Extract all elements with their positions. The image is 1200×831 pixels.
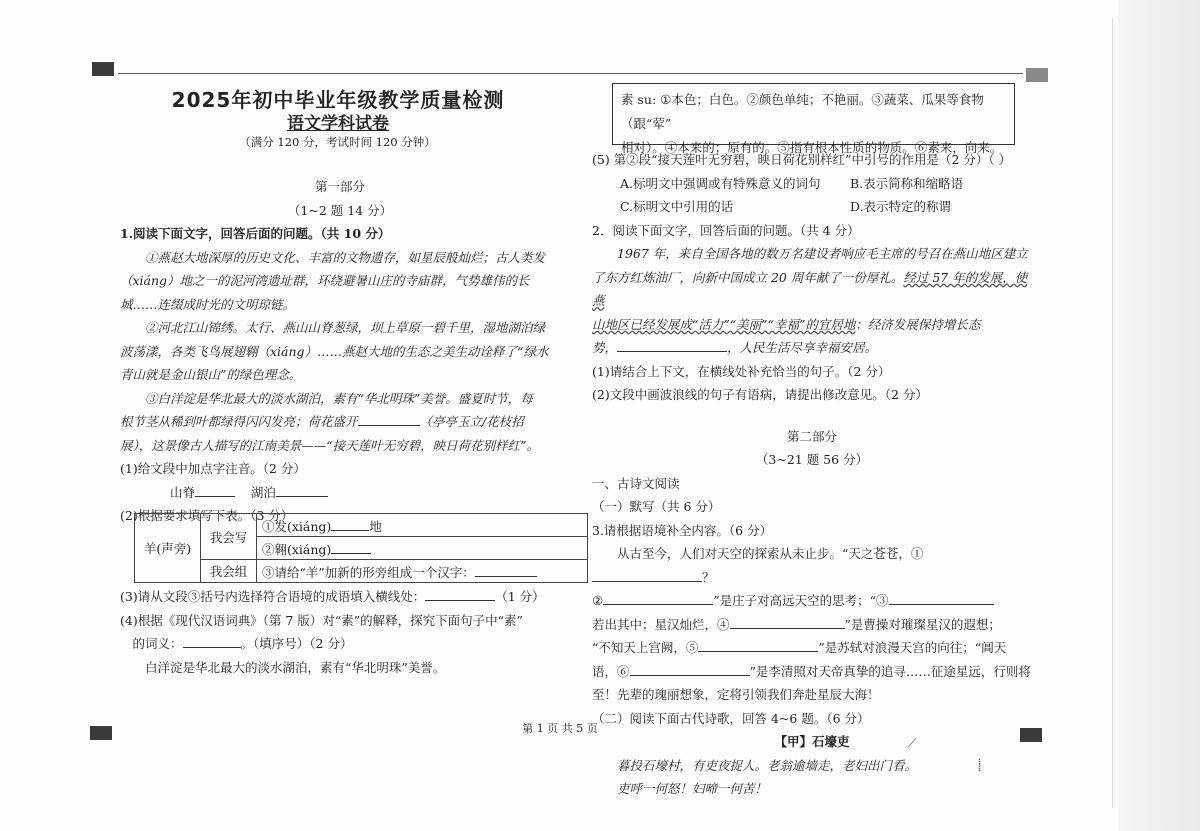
passage-line: 山地区已经发展成“活力”“美丽”“幸福”的宜居地：经济发展保持增长态 (592, 316, 981, 332)
left-column (120, 175, 560, 528)
answer-blank[interactable] (358, 411, 420, 426)
answer-blank[interactable] (425, 586, 495, 601)
passage-line: 了东方红炼油厂，向新中国成立 20 周年献了一份厚礼。经过 57 年的发展，使燕 (592, 269, 1028, 308)
dictionary-box (612, 83, 1015, 155)
right-column (592, 148, 1032, 801)
q2-sub2: (2)文段中画波浪线的句子有语病，请提出修改意见。（2 分） (592, 387, 928, 402)
sub-question-1: (1)给文段中加点字注音。（2 分） (120, 461, 306, 476)
option-b[interactable]: B.表示简称和缩略语 (850, 175, 964, 191)
answer-blank[interactable] (276, 482, 328, 497)
pinyin-row: 山脊 湖泊 (120, 481, 560, 505)
sub-question-3: (3)请从文段③括号内选择符合语境的成语填入横线处： （1 分） (120, 585, 560, 609)
answer-blank[interactable] (592, 567, 702, 582)
q3-line: 至！先辈的瑰丽想象，定将引领我们奔赴星辰大海！ (592, 687, 880, 702)
registration-mark-tr (1026, 68, 1048, 82)
passage-line: 势， ，人民生活尽享幸福安居。 (592, 336, 1032, 360)
section-heading: （二）阅读下面古代诗歌，回答 4~6 题。（6 分） (592, 710, 870, 726)
example-sentence: 白洋淀是华北最大的淡水湖泊，素有“华北明珠”美誉。 (145, 659, 446, 675)
part1-heading: 第一部分 (314, 179, 365, 194)
option-d[interactable]: D.表示特定的称谓 (850, 199, 952, 214)
sub-question-4: (4)根据《现代汉语词典》（第 7 版）对“素”的解释，探究下面句子中“素” (120, 612, 523, 628)
character-table (134, 513, 588, 583)
sub-question-4-cont: 的词义： 。（填序号）（2 分） (120, 632, 560, 656)
registration-mark-tl (92, 62, 114, 76)
passage-line: 青山就是金山银山”的绿色理念。 (120, 367, 302, 382)
answer-blank[interactable] (183, 633, 241, 648)
options-row (592, 195, 1032, 219)
left-column-lower (120, 585, 560, 679)
exam-title: 2025年初中毕业年级教学质量检测 (171, 88, 505, 112)
option-a[interactable]: A.标明文中强调或有特殊意义的词句 (620, 175, 821, 191)
table-cell: ②翱(xiáng) (257, 537, 588, 560)
wavy-sentence: 经过 57 年的发展，使燕 (592, 269, 1028, 308)
answer-blank[interactable] (617, 337, 727, 352)
passage-line: 展），这景像古人描写的江南美景——“接天莲叶无穷碧，映日荷花别样红”。 (120, 437, 540, 453)
exam-subject: 语文学科试卷 (287, 114, 389, 134)
q3-line: 若出其中；星汉灿烂，④ ”是曹操对璀璨星汉的遐想； (592, 613, 1032, 637)
q1-stem: 1.阅读下面文字，回答后面的问题。（共 10 分） (120, 226, 391, 241)
q3-line: 从古至今，人们对天空的探索从未止步。“天之苍苍，①？ (592, 542, 1032, 589)
part2-heading: 第二部分 (786, 428, 837, 444)
answer-blank[interactable] (331, 539, 371, 554)
passage-line: （xiáng）地之一的泥河湾遗址群，环绕避暑山庄的寺庙群，气势雄伟的长 (120, 273, 530, 288)
exam-note: （满分 120 分，考试时间 120 分钟） (239, 135, 436, 149)
table-rowhead: 羊(声旁) (135, 514, 201, 583)
part1-range: （1~2 题 14 分） (287, 202, 393, 218)
passage-line: 波荡漾，各类飞鸟展翅翱（xiáng）……燕赵大地的生态之美生动诠释了“绿水 (120, 343, 549, 359)
passage-line: ①燕赵大地深厚的历史文化、丰富的文物遗存，如星辰般灿烂；古人类发 (145, 249, 546, 265)
q3-line: 语，⑥ ”是李清照对天帝真挚的追寻……征途星远，行则将 (592, 660, 1032, 684)
page-footer: 第 1 页 共 5 页 (522, 722, 598, 735)
table-cell: ③请给“羊”加新的形旁组成一个汉字： (257, 560, 588, 583)
answer-blank[interactable] (889, 590, 994, 605)
poem-line: 吏呼一何怒！妇啼一何苦！ (617, 781, 768, 796)
answer-blank[interactable] (698, 637, 818, 652)
dictionary-line: 相对）。④本来的；原有的。⑤指有根本性质的物质。⑥素来，向来。 (621, 140, 1003, 155)
q3-line: ② ”是庄子对高远天空的思考；“③ (592, 589, 1032, 613)
poem-line: 暮投石壕村，有吏夜捉人。老翁逾墙走，老妇出门看。 (617, 757, 918, 773)
wavy-sentence: 山地区已经发展成“活力”“美丽”“幸福”的宜居地 (592, 316, 856, 332)
page-edge (1112, 18, 1113, 808)
answer-blank[interactable] (475, 562, 537, 577)
passage-line: 城……连缀成时光的文明琼链。 (120, 296, 296, 312)
q3-line: “不知天上宫阙，⑤ ”是苏轼对浪漫天宫的向往；“阊天 (592, 636, 1032, 660)
header-rule (118, 73, 1023, 74)
dictionary-line: 素 su: ①本色；白色。②颜色单纯；不艳丽。③蔬菜、瓜果等食物（跟“荤” (621, 92, 984, 131)
answer-blank[interactable] (630, 661, 750, 676)
table-group-label: 我会组 (201, 560, 257, 583)
passage-line: 1967 年，来自全国各地的数万名建设者响应毛主席的号召在燕山地区建立 (617, 246, 1028, 261)
pen-mark: ⟋ (908, 736, 917, 750)
options-row (592, 172, 1032, 196)
q2-sub1: (1)请结合上下文，在横线处补充恰当的句子。（2 分） (592, 363, 891, 379)
poem-title: 【甲】石壕吏 (774, 734, 850, 749)
passage-line: ②河北江山锦绣。太行、燕山山脊葱绿，坝上草原一碧千里，湿地湖泊绿 (145, 320, 546, 335)
table-write-label: 我会写 (201, 514, 257, 560)
sub-question-5: (5) 第②段“接天莲叶无穷碧，映日荷花别样红”中引号的作用是（2 分）（ ） (592, 152, 1012, 167)
table-cell: ①发(xiáng) 地 (257, 514, 588, 537)
answer-blank[interactable] (195, 482, 235, 497)
section-heading: 一、古诗文阅读 (592, 475, 680, 491)
answer-blank[interactable] (603, 590, 713, 605)
pen-mark: ⸽ (978, 758, 982, 772)
q2-stem: 2．阅读下面文字，回答后面的问题。（共 4 分） (592, 222, 860, 238)
scan-shadow (1118, 0, 1200, 831)
option-c[interactable]: C.标明文中引用的话 (620, 199, 734, 214)
part2-range: （3~21 题 56 分） (755, 452, 869, 467)
answer-blank[interactable] (730, 614, 845, 629)
passage-line: 根节茎从稀到叶都绿得闪闪发亮；荷花盛开 （亭亭玉立/花枝招 (120, 410, 560, 434)
passage-line: ③白洋淀是华北最大的淡水湖泊，素有“华北明珠”美誉。盛夏时节，每 (145, 390, 533, 406)
section-heading: （一）默写（共 6 分） (592, 499, 721, 514)
sub-question-2: (2)根据要求填写下表。（3 分） (120, 508, 294, 523)
answer-blank[interactable] (331, 516, 369, 531)
q3-stem: 3.请根据语境补全内容。（6 分） (592, 522, 773, 538)
